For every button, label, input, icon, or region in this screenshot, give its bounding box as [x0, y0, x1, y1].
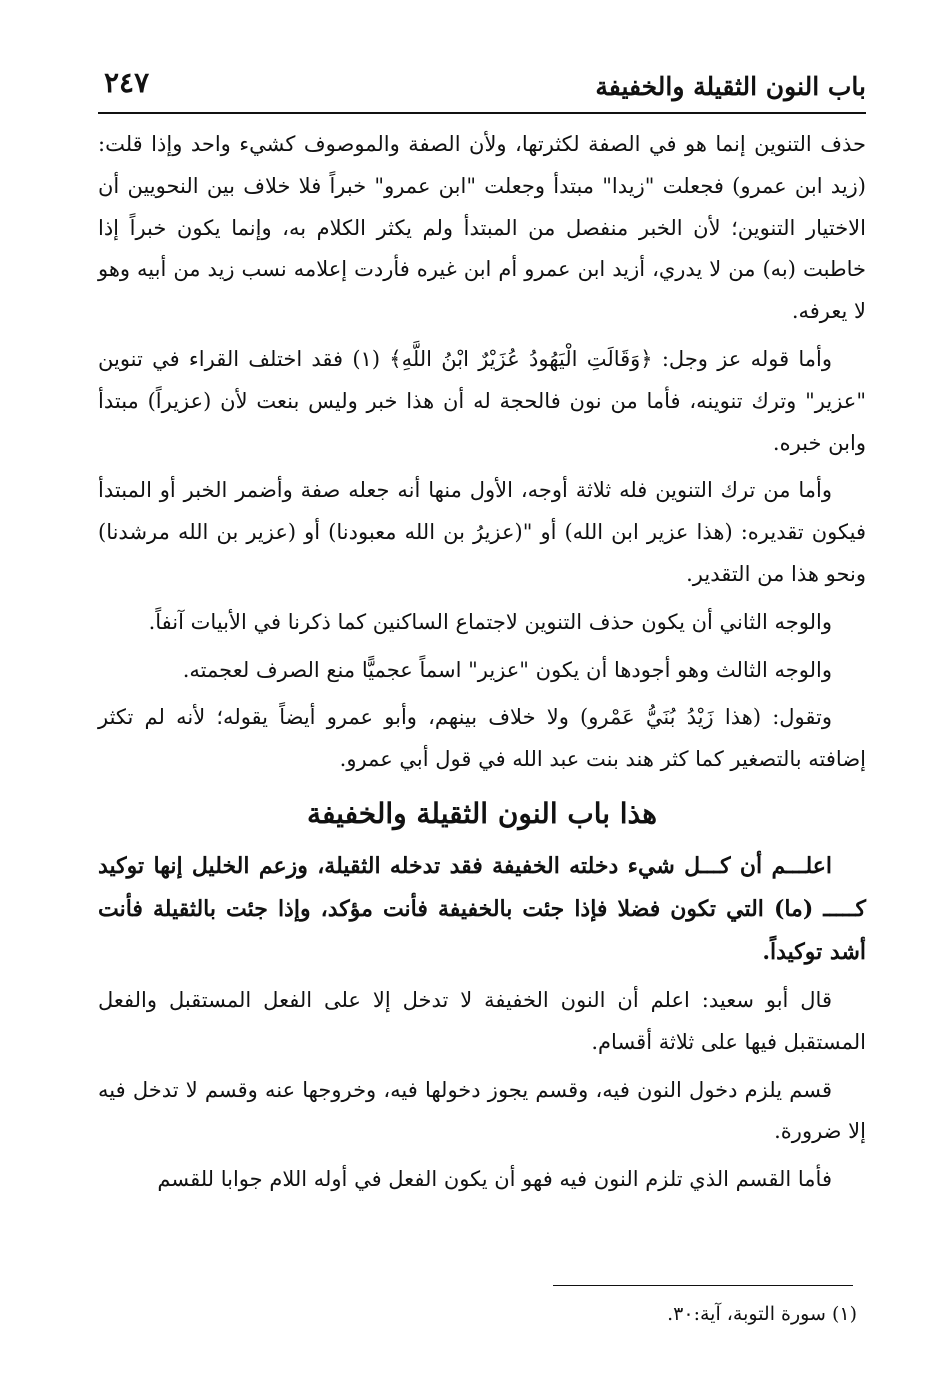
- body-text: [98, 124, 866, 1201]
- footnote-divider: [553, 1285, 853, 1286]
- paragraph: والوجه الثالث وهو أجودها أن يكون "عزير" اسماً عجميًّا منع الصرف لعجمته.: [182, 657, 832, 682]
- paragraph: فأما القسم الذي تلزم النون فيه فهو أن يكون الفعل في أوله اللام جوابا للقسم: [157, 1167, 832, 1192]
- footnote: (١) سورة التوبة، آية:٣٠.: [667, 1303, 857, 1325]
- book-page: [98, 60, 866, 1207]
- paragraph: قال أبو سعيد: اعلم أن النون الخفيفة لا تدخل إلا على الفعل المستقبل والفعل المستقبل فيها على ثلاثة أقسام.: [98, 987, 866, 1054]
- bold-paragraph: اعلـــم أن كـــل شيء دخلته الخفيفة فقد تدخله الثقيلة، وزعم الخليل إنها توكيد كـــــ (ما) التي تكون فضلا فإذا جئت بالخفيفة فأنت مؤكد، وإذا جئت بالثقيلة فأنت أشد توكيداً.: [98, 852, 866, 965]
- page-number: ٢٤٧: [104, 66, 150, 99]
- paragraph: وأما قوله عز وجل: ﴿وَقَالَتِ الْيَهُودُ عُزَيْرٌ ابْنُ اللَّهِ﴾ (١) فقد اختلف القراء في تنوين "عزير" وترك تنوينه، فأما من نون فالحجة له أن هذا خبر وليس بنعت لأن (عزيراً) مبتدأ وابن خبره.: [98, 346, 866, 455]
- paragraph: والوجه الثاني أن يكون حذف التنوين لاجتماع الساكنين كما ذكرنا في الأبيات آنفاً.: [148, 609, 832, 634]
- paragraph: وأما من ترك التنوين فله ثلاثة أوجه، الأول منها أنه جعله صفة وأضمر الخبر أو المبتدأ فيكون تقديره: (هذا عزير ابن الله) أو "(عزيرُ بن الله معبودنا) أو (عزير بن الله مرشدنا) ونحو هذا من التقدير.: [98, 478, 866, 586]
- running-title: باب النون الثقيلة والخفيفة: [595, 72, 866, 101]
- paragraph: قسم يلزم دخول النون فيه، وقسم يجوز دخولها فيه، وخروجها عنه وقسم لا تدخل فيه إلا ضرورة.: [98, 1077, 866, 1144]
- paragraph: حذف التنوين إنما هو في الصفة لكثرتها، ولأن الصفة والموصوف كشيء واحد وإذا قلت: (زيد ابن عمرو) فجعلت "زيدا" مبتدأ وجعلت "ابن عمرو" خبراً فلا خلاف بين النحويين أن الاختيار التنوين؛ لأن الخبر منفصل من المبتدأ ولم يكثر الكلام به، وإنما يكون خبراً إذا خاطبت (به) من لا يدري، أزيد ابن عمرو أم ابن غيره فأردت إعلامه نسب زيد من أبيه وهو لا يعرفه.: [98, 132, 866, 324]
- section-heading: هذا باب النون الثقيلة والخفيفة: [306, 796, 658, 830]
- running-header: [98, 60, 866, 114]
- paragraph: وتقول: (هذا زَيْدُ بُنَيُّ عَمْرو) ولا خلاف بينهم، وأبو عمرو أيضاً يقوله؛ لأنه لم تكثر إضافته بالتصغير كما كثر هند بنت عبد الله في قول أبي عمرو.: [98, 705, 866, 772]
